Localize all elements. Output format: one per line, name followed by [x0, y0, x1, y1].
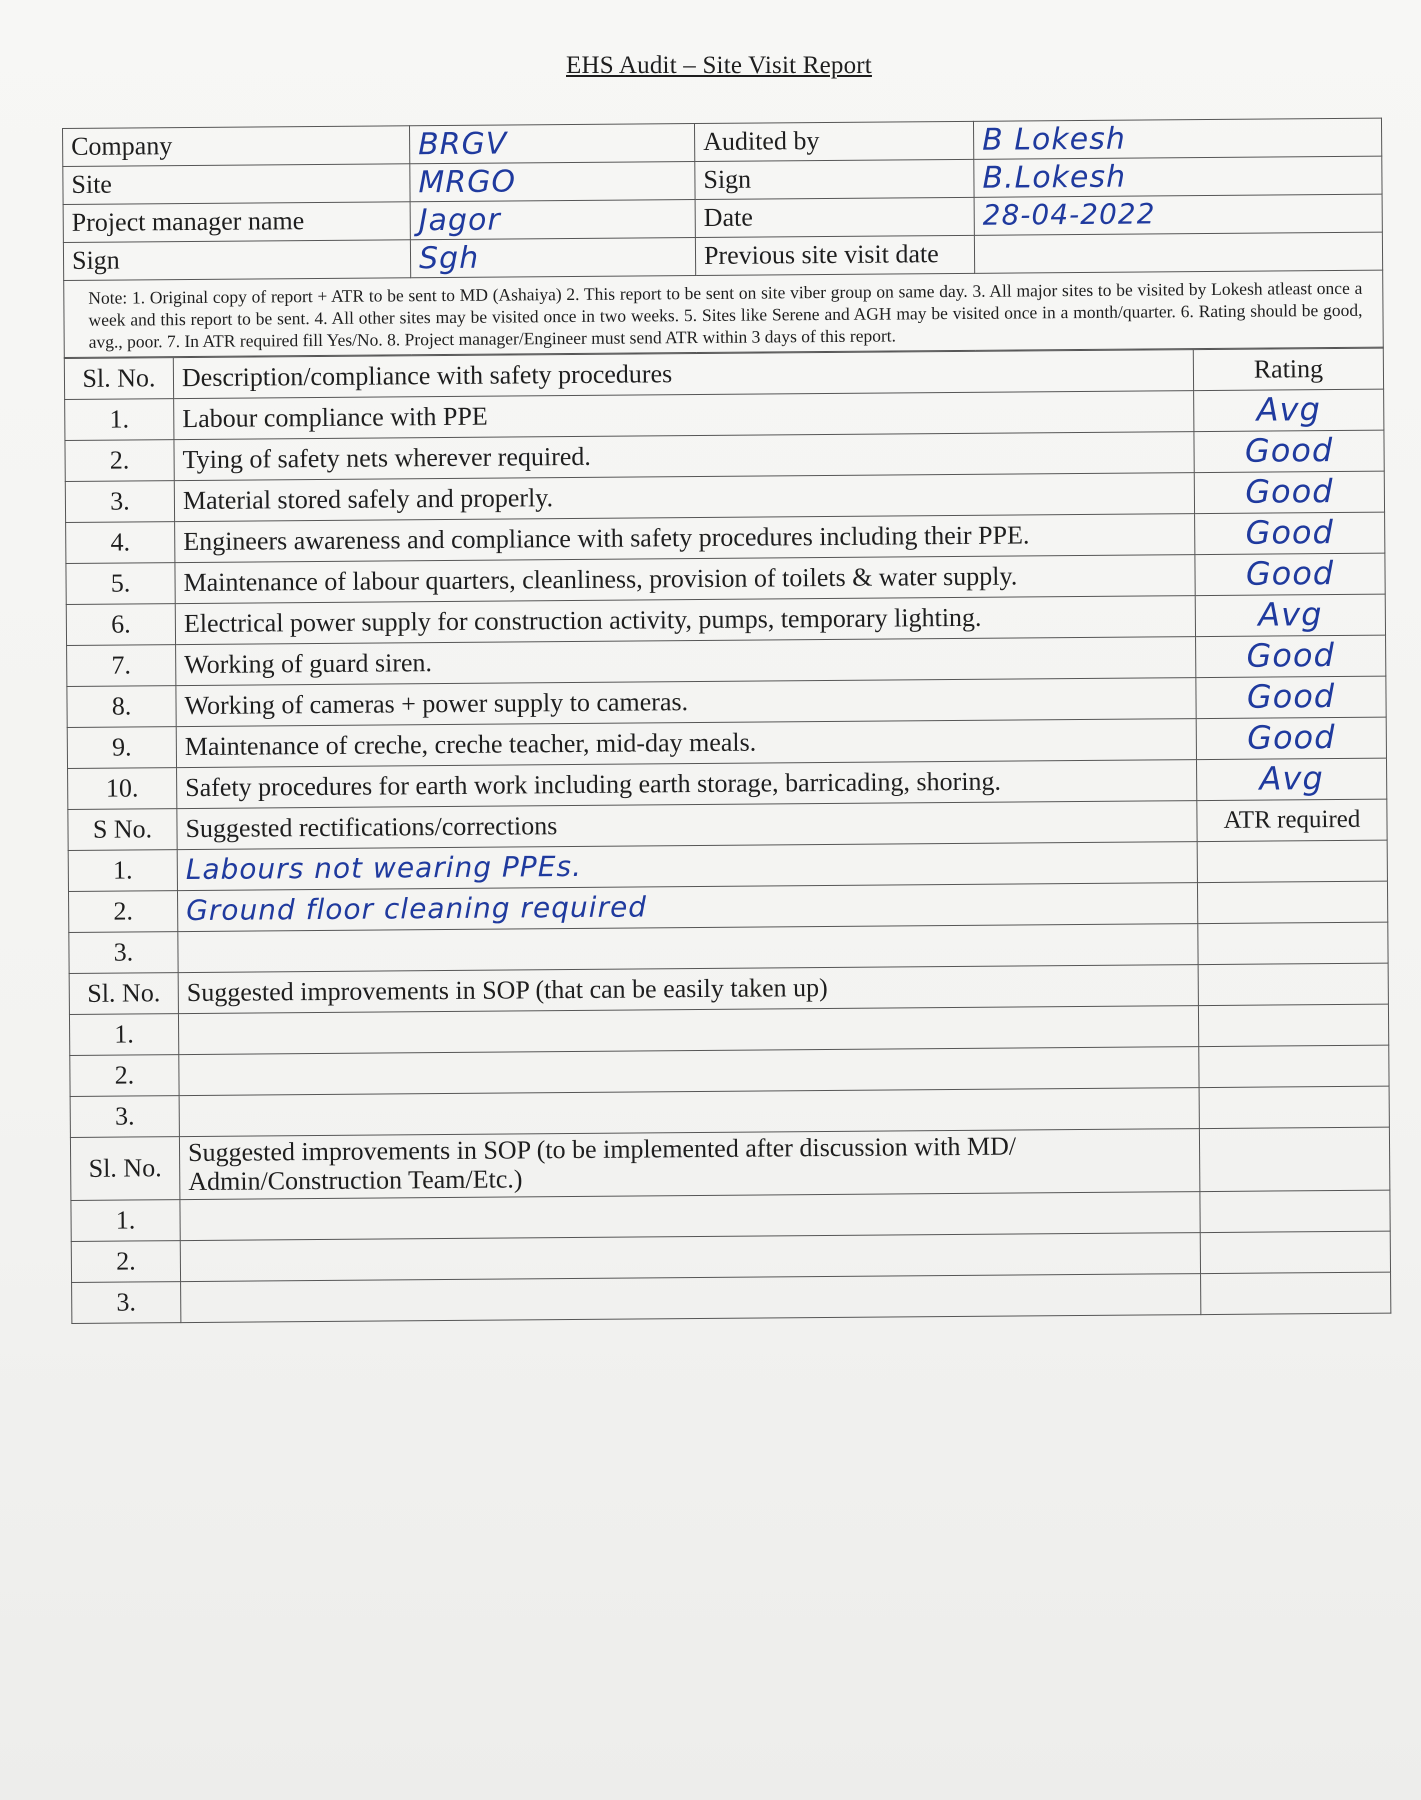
row-text: Labour compliance with PPE	[174, 391, 1194, 440]
header-table	[62, 118, 1384, 358]
date-label: Date	[695, 197, 974, 237]
row-number: 7.	[67, 645, 176, 687]
compliance-table	[64, 348, 1392, 1324]
pm-sign-label: Sign	[63, 240, 410, 281]
row-atr	[1199, 1045, 1389, 1087]
row-text: Maintenance of creche, creche teacher, mid-day meals.	[176, 719, 1196, 768]
row-number: 2.	[71, 1241, 180, 1283]
previous-visit-value	[974, 232, 1382, 273]
row-number: 1.	[71, 1200, 180, 1242]
row-number: 1.	[68, 850, 177, 892]
rect-sl-header: S No.	[68, 809, 177, 851]
col-desc-header: Description/compliance with safety procedures	[173, 350, 1193, 399]
compliance-rows	[65, 389, 1387, 809]
row-number: 3.	[65, 481, 174, 523]
row-number: 5.	[66, 563, 175, 605]
row-atr	[1197, 881, 1387, 923]
row-number: 10.	[68, 768, 177, 810]
rect-desc-header: Suggested rectifications/corrections	[177, 801, 1197, 850]
row-text: Engineers awareness and compliance with safety procedures including their PPE.	[175, 514, 1195, 563]
sop-easy-sl-header: Sl. No.	[69, 973, 178, 1015]
row-rating: Good	[1194, 430, 1384, 472]
row-text: Tying of safety nets wherever required.	[174, 432, 1194, 481]
atr-required-header: ATR required	[1197, 799, 1387, 841]
sop-discuss-desc-header: Suggested improvements in SOP (to be implemented after discussion with MD/ Admin/Construction Team/Etc.)	[179, 1129, 1199, 1200]
sop-easy-rows	[69, 1004, 1389, 1137]
row-number: 2.	[65, 440, 174, 482]
sop-discuss-rows	[71, 1190, 1391, 1323]
row-atr	[1197, 840, 1387, 882]
col-sl-header: Sl. No.	[64, 358, 173, 400]
sop-easy-extra-cell	[1198, 963, 1388, 1005]
row-rating: Good	[1196, 717, 1386, 759]
row-number: 1.	[65, 399, 174, 441]
row-text: Working of cameras + power supply to cameras.	[176, 678, 1196, 727]
row-number: 3.	[72, 1282, 181, 1324]
audited-by-label: Audited by	[694, 121, 973, 161]
date-value: 28-04-2022	[974, 194, 1382, 235]
row-atr	[1200, 1231, 1390, 1273]
auditor-signature: B.Lokesh	[974, 156, 1382, 197]
row-number: 6.	[66, 604, 175, 646]
report-title: EHS Audit – Site Visit Report	[566, 52, 872, 79]
row-atr	[1198, 922, 1388, 964]
auditor-sign-label: Sign	[695, 159, 974, 199]
pm-signature: Sgh	[410, 238, 695, 278]
previous-visit-label: Previous site visit date	[695, 235, 974, 275]
row-number: 2.	[70, 1055, 179, 1097]
row-rating: Good	[1195, 553, 1385, 595]
row-number: 8.	[67, 686, 176, 728]
row-atr	[1199, 1086, 1389, 1128]
row-text	[181, 1274, 1201, 1323]
row-text: Safety procedures for earth work including earth storage, barricading, shoring.	[177, 760, 1197, 809]
site-value: MRGO	[410, 162, 695, 202]
instructions-note: Note: 1. Original copy of report + ATR to be sent to MD (Ashaiya) 2. This report to be sent on site viber group on same day. 3. All major sites to be visited by Lokesh atleast once a week and this report to be sent. 4. All other sites may be visited once in two weeks. 5. Sites like Serene and AGH may be visited once in a month/quarter. 6. Rating should be good, avg., poor. 7. In ATR required fill Yes/No. 8. Project manager/Engineer must send ATR within 3 days of this report.	[64, 270, 1384, 357]
row-rating: Good	[1195, 512, 1385, 554]
row-rating: Avg	[1195, 594, 1385, 636]
pm-name-label: Project manager name	[63, 202, 410, 243]
row-atr	[1198, 1004, 1388, 1046]
col-rating-header: Rating	[1193, 348, 1383, 390]
pm-name-value: Jagor	[410, 200, 695, 240]
sop-discuss-sl-header: Sl. No.	[70, 1137, 179, 1201]
row-number: 1.	[69, 1014, 178, 1056]
row-text: Ground floor cleaning required	[177, 883, 1197, 932]
row-rating: Good	[1194, 471, 1384, 513]
row-number: 2.	[68, 891, 177, 933]
row-text: Material stored safely and properly.	[174, 473, 1194, 522]
row-atr	[1200, 1190, 1390, 1232]
company-label: Company	[63, 126, 410, 167]
sop-discuss-extra-cell	[1199, 1127, 1389, 1191]
row-text: Electrical power supply for construction activity, pumps, temporary lighting.	[175, 596, 1195, 645]
row-atr	[1201, 1272, 1391, 1314]
row-text: Maintenance of labour quarters, cleanliness, provision of toilets & water supply.	[175, 555, 1195, 604]
row-text: Labours not wearing PPEs.	[177, 842, 1197, 891]
rectification-rows	[68, 840, 1388, 973]
audit-form	[62, 118, 1391, 1324]
row-rating: Good	[1196, 635, 1386, 677]
row-rating: Good	[1196, 676, 1386, 718]
row-rating: Avg	[1196, 758, 1386, 800]
site-label: Site	[63, 164, 410, 205]
row-number: 3.	[69, 932, 178, 974]
row-number: 9.	[67, 727, 176, 769]
audited-by-value: B Lokesh	[973, 118, 1381, 159]
sop-easy-desc-header: Suggested improvements in SOP (that can be easily taken up)	[178, 965, 1198, 1014]
row-rating: Avg	[1194, 389, 1384, 431]
row-number: 4.	[66, 522, 175, 564]
row-number: 3.	[70, 1096, 179, 1138]
company-value: BRGV	[409, 124, 694, 164]
row-text: Working of guard siren.	[176, 637, 1196, 686]
